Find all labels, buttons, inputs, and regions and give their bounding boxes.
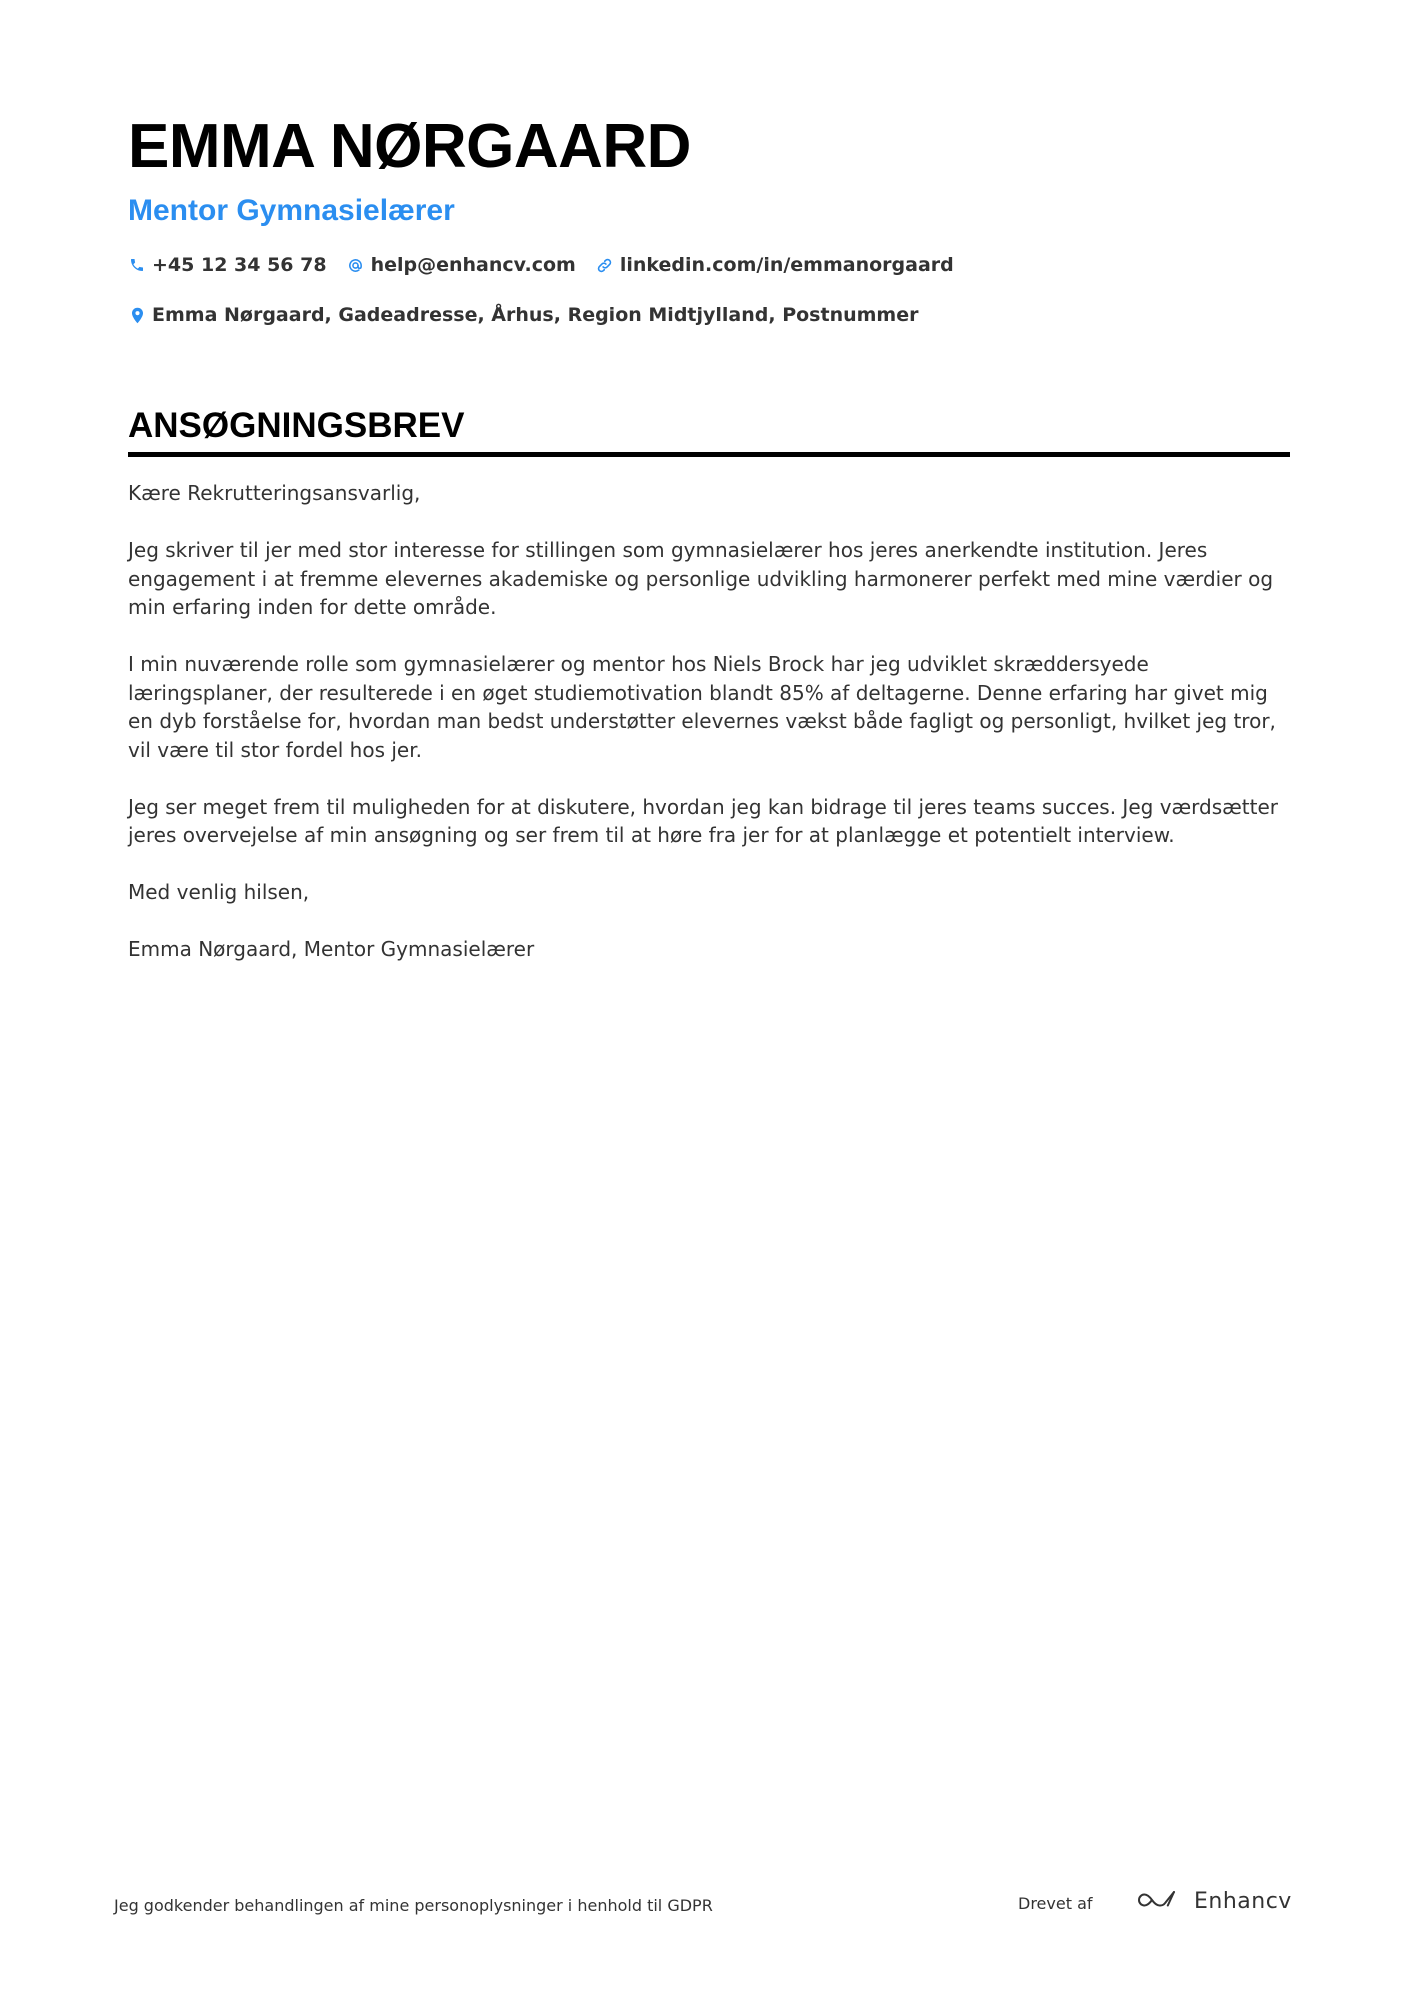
- at-icon: [347, 256, 365, 274]
- cover-letter-section: [128, 404, 1290, 992]
- brand-name: Enhancv: [1194, 1889, 1292, 1914]
- contact-info: [128, 250, 1290, 330]
- letter-closing: Med venlig hilsen,: [128, 880, 310, 904]
- letter-paragraph: I min nuværende rolle som gymnasielærer og mentor hos Niels Brock har jeg udviklet skræddersyede læringsplaner, der resulterede i en øget studiemotivation blandt 85% af deltagerne. Denne erfaring har givet mig en dyb forståelse for, hvordan man bedst understøtter elevernes vækst både fagligt og personligt, hvilket jeg tror, vil være til stor fordel hos jer.: [128, 652, 1276, 762]
- location-pin-icon: [128, 306, 146, 324]
- section-title: ANSØGNINGSBREV: [128, 404, 1290, 457]
- letter-paragraph: Jeg skriver til jer med stor interesse for stillingen som gymnasielærer hos jeres anerkendte institution. Jeres engagement i at fremme elevernes akademiske og personlige udvikling harmonerer perfekt med mine værdier og min erfaring inden for dette område.: [128, 538, 1274, 619]
- candidate-name: EMMA NØRGAARD: [128, 112, 691, 181]
- letter-paragraph: Jeg ser meget frem til muligheden for at diskutere, hvordan jeg kan bidrage til jeres teams succes. Jeg værdsætter jeres overvejelse af min ansøgning og ser frem til at høre fra jer for at planlægge et potentielt interview.: [128, 794, 1278, 847]
- contact-address: [128, 300, 918, 330]
- letter-signature: Emma Nørgaard, Mentor Gymnasielærer: [128, 937, 535, 961]
- contact-phone: [128, 250, 327, 280]
- brand-link[interactable]: [1138, 1888, 1292, 1916]
- contact-linkedin: [596, 250, 954, 280]
- gdpr-consent-text: Jeg godkender behandlingen af mine personoplysninger i henhold til GDPR: [114, 1896, 713, 1915]
- email-link[interactable]: help@enhancv.com: [370, 254, 576, 276]
- phone-icon: [128, 256, 146, 274]
- job-title: Mentor Gymnasielærer: [128, 194, 455, 227]
- enhancv-logo-icon: [1138, 1888, 1184, 1916]
- footer: [114, 1886, 1294, 1926]
- phone-number: +45 12 34 56 78: [152, 254, 327, 276]
- address-text: Emma Nørgaard, Gadeadresse, Århus, Region Midtjylland, Postnummer: [152, 304, 919, 326]
- letter-body: [128, 479, 1290, 964]
- contact-email: [347, 250, 576, 280]
- header: [128, 110, 1290, 330]
- link-icon: [596, 256, 614, 274]
- linkedin-link[interactable]: linkedin.com/in/emmanorgaard: [619, 254, 954, 276]
- powered-by-label: Drevet af: [1018, 1894, 1093, 1913]
- letter-greeting: Kære Rekrutteringsansvarlig,: [128, 481, 421, 505]
